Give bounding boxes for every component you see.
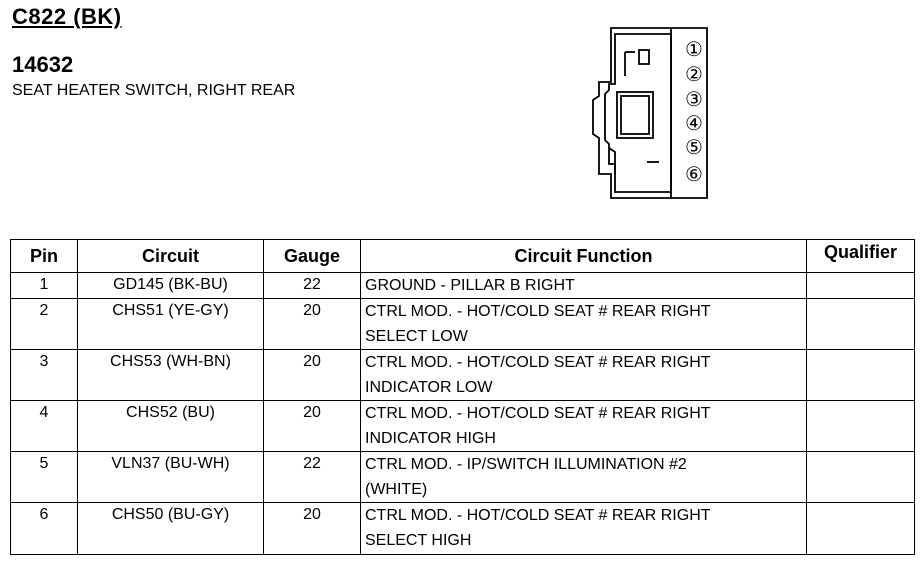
header-circuit: Circuit xyxy=(78,240,264,273)
qualifier-cell xyxy=(807,299,915,350)
header-qualifier: Qualifier xyxy=(807,240,915,273)
pinout-table xyxy=(10,239,915,555)
pin-number: 6 xyxy=(11,503,78,555)
table-row xyxy=(11,299,915,350)
circuit-code: VLN37 (BU-WH) xyxy=(78,452,264,503)
table-row xyxy=(11,273,915,299)
header-circuit-function: Circuit Function xyxy=(361,240,807,273)
table-row xyxy=(11,350,915,401)
function-line-1: CTRL MOD. - HOT/COLD SEAT # REAR RIGHT xyxy=(365,405,711,422)
circuit-function xyxy=(361,401,807,452)
circuit-code: GD145 (BK-BU) xyxy=(78,273,264,299)
wire-gauge: 22 xyxy=(264,273,361,299)
function-line-1: CTRL MOD. - HOT/COLD SEAT # REAR RIGHT xyxy=(365,303,711,320)
pin-label-4: ④ xyxy=(685,111,703,135)
function-line-2: SELECT HIGH xyxy=(365,532,472,549)
connector-id: C822 (BK) xyxy=(12,4,122,29)
function-line-2: INDICATOR LOW xyxy=(365,379,493,396)
wire-gauge: 20 xyxy=(264,350,361,401)
circuit-code: CHS50 (BU-GY) xyxy=(78,503,264,555)
header-pin: Pin xyxy=(11,240,78,273)
function-line-1: CTRL MOD. - HOT/COLD SEAT # REAR RIGHT xyxy=(365,354,711,371)
pin-number: 5 xyxy=(11,452,78,503)
part-number: 14632 xyxy=(12,52,74,77)
table-row xyxy=(11,503,915,555)
qualifier-cell xyxy=(807,452,915,503)
function-line-2: SELECT LOW xyxy=(365,328,468,345)
pin-labels xyxy=(685,37,703,186)
pin-label-3: ③ xyxy=(685,87,703,111)
table-header-row xyxy=(11,240,915,273)
pin-label-5: ⑤ xyxy=(685,135,703,159)
circuit-function xyxy=(361,299,807,350)
qualifier-cell xyxy=(807,401,915,452)
header-gauge: Gauge xyxy=(264,240,361,273)
pin-number: 3 xyxy=(11,350,78,401)
pin-number: 2 xyxy=(11,299,78,350)
function-line-1: GROUND - PILLAR B RIGHT xyxy=(365,277,575,294)
wire-gauge: 22 xyxy=(264,452,361,503)
table-row xyxy=(11,401,915,452)
pin-label-2: ② xyxy=(685,62,703,86)
circuit-function xyxy=(361,503,807,555)
circuit-function xyxy=(361,452,807,503)
circuit-code: CHS51 (YE-GY) xyxy=(78,299,264,350)
table-row xyxy=(11,452,915,503)
pin-number: 1 xyxy=(11,273,78,299)
qualifier-cell xyxy=(807,273,915,299)
qualifier-cell xyxy=(807,350,915,401)
circuit-function xyxy=(361,350,807,401)
wire-gauge: 20 xyxy=(264,503,361,555)
wire-gauge: 20 xyxy=(264,299,361,350)
circuit-code: CHS53 (WH-BN) xyxy=(78,350,264,401)
function-line-1: CTRL MOD. - IP/SWITCH ILLUMINATION #2 xyxy=(365,456,687,473)
pin-number: 4 xyxy=(11,401,78,452)
wire-gauge: 20 xyxy=(264,401,361,452)
circuit-code: CHS52 (BU) xyxy=(78,401,264,452)
function-line-2: (WHITE) xyxy=(365,481,428,498)
pin-label-6: ⑥ xyxy=(685,162,703,186)
pin-label-1: ① xyxy=(685,37,703,61)
function-line-1: CTRL MOD. - HOT/COLD SEAT # REAR RIGHT xyxy=(365,507,711,524)
function-line-2: INDICATOR HIGH xyxy=(365,430,496,447)
circuit-function xyxy=(361,273,807,299)
qualifier-cell xyxy=(807,503,915,555)
connector-face-diagram xyxy=(585,24,725,204)
connector-description: SEAT HEATER SWITCH, RIGHT REAR xyxy=(12,82,296,99)
